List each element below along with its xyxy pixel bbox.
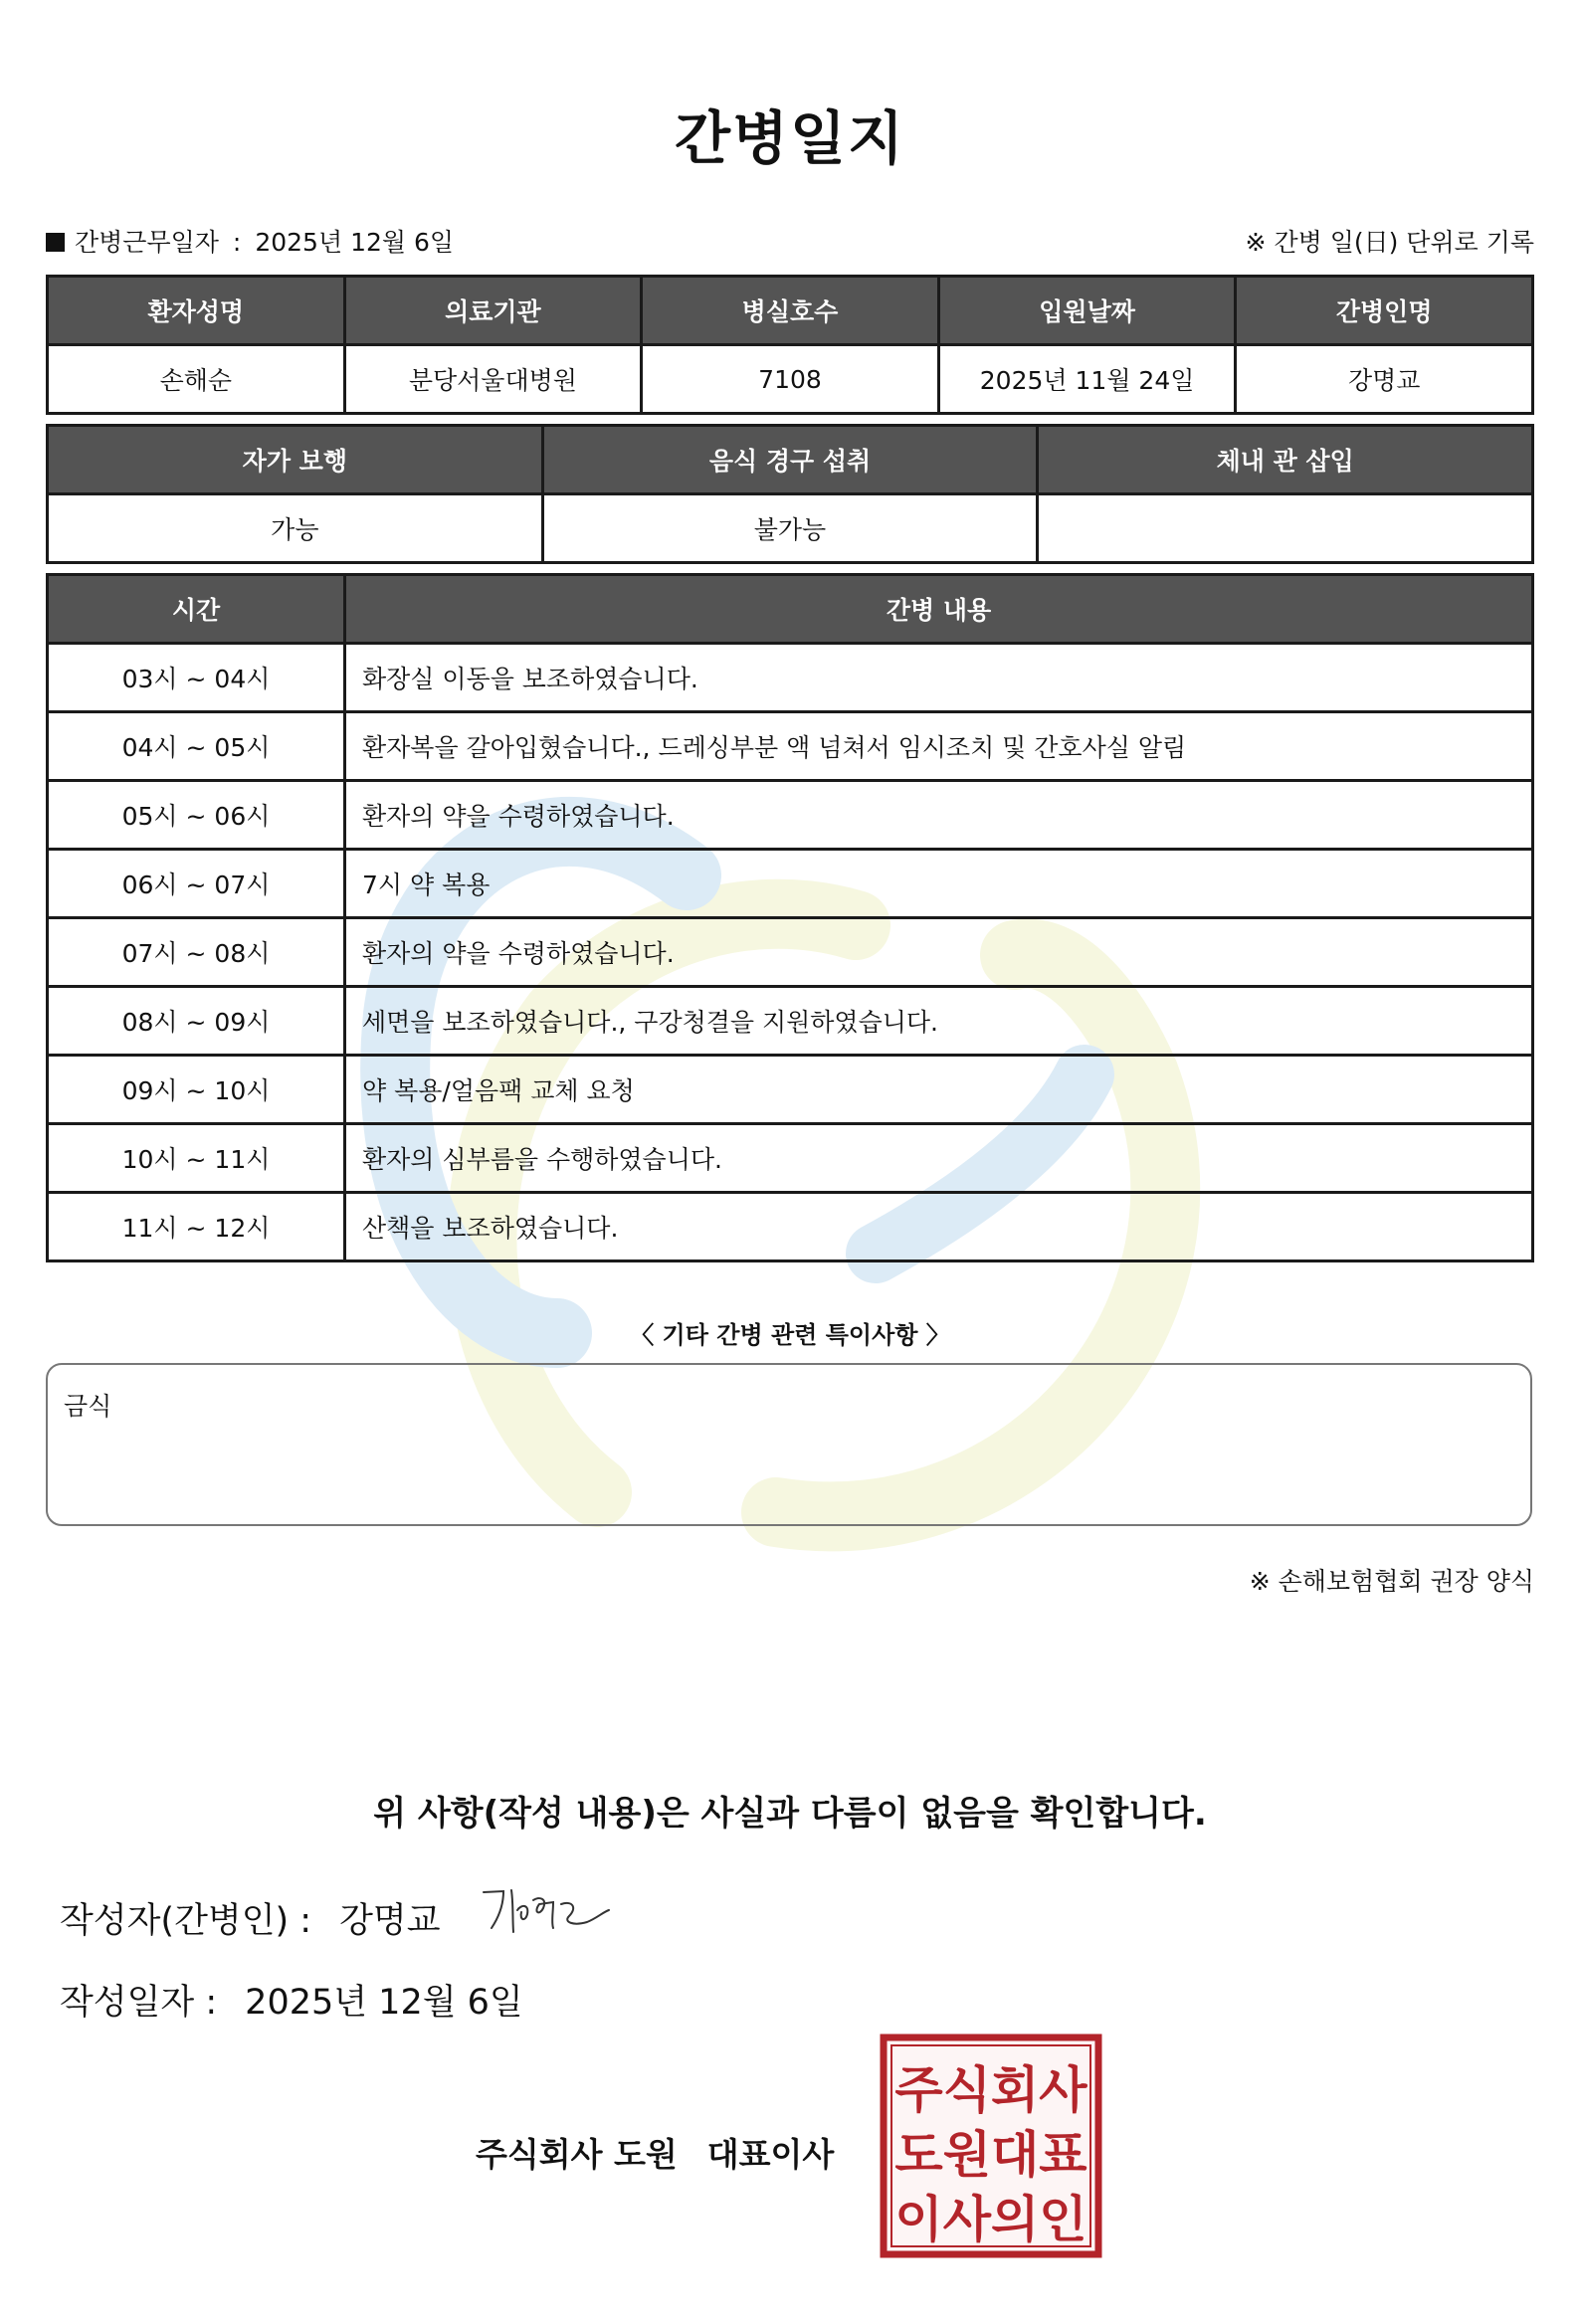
- patient-info-header-row: [48, 277, 1533, 345]
- care-log-time: 11시 ~ 12시: [48, 1193, 345, 1261]
- room-number-value: 7108: [642, 345, 939, 414]
- company-seal-stamp: [880, 2034, 1102, 2258]
- writer-line: [60, 1893, 441, 1943]
- special-notes-title: 〈 기타 간병 관련 특이사항 〉: [630, 1321, 950, 1349]
- care-log-content: 7시 약 복용: [345, 850, 1533, 918]
- care-log-content: 환자의 약을 수령하였습니다.: [345, 781, 1533, 850]
- care-log-header-row: [48, 575, 1533, 644]
- care-log-time: 03시 ~ 04시: [48, 644, 345, 712]
- header-caregiver-name: 간병인명: [1236, 277, 1533, 345]
- care-log-content: 약 복용/얼음팩 교체 요청: [345, 1056, 1533, 1124]
- work-date-label: 간병근무일자: [75, 228, 219, 257]
- patient-status-value-row: [48, 494, 1533, 563]
- table-row: [48, 644, 1533, 712]
- care-log-content: 환자의 약을 수령하였습니다.: [345, 918, 1533, 987]
- company-signature-line: [476, 2129, 834, 2176]
- svg-text:도원대표: 도원대표: [894, 2126, 1087, 2184]
- table-row: [48, 850, 1533, 918]
- svg-text:주식회사: 주식회사: [894, 2061, 1087, 2119]
- patient-status-table: [46, 424, 1534, 564]
- care-log-content: 환자복을 갈아입혔습니다., 드레싱부분 액 넘쳐서 임시조치 및 간호사실 알림: [345, 712, 1533, 781]
- header-room-number: 병실호수: [642, 277, 939, 345]
- black-square-icon: [46, 233, 65, 252]
- table-row: [48, 1056, 1533, 1124]
- special-notes-content: 금식: [64, 1392, 112, 1421]
- self-walking-value: 가능: [48, 494, 543, 563]
- header-tube-insertion: 체내 관 삽입: [1038, 426, 1533, 494]
- care-log-time: 08시 ~ 09시: [48, 987, 345, 1056]
- representative-title: 대표이사: [706, 2135, 835, 2174]
- header-care-content: 간병 내용: [345, 575, 1533, 644]
- svg-text:이사의인: 이사의인: [894, 2191, 1087, 2248]
- tube-insertion-value: [1038, 494, 1533, 563]
- header-oral-intake: 음식 경구 섭취: [542, 426, 1038, 494]
- company-name: 주식회사 도원: [476, 2135, 678, 2174]
- work-date-colon: :: [232, 228, 242, 257]
- care-log-time: 09시 ~ 10시: [48, 1056, 345, 1124]
- care-log-time: 06시 ~ 07시: [48, 850, 345, 918]
- table-row: [48, 1193, 1533, 1261]
- handwritten-signature: [478, 1882, 617, 1942]
- admission-date-value: 2025년 11월 24일: [938, 345, 1236, 414]
- recommended-form-note: ※ 손해보험협회 권장 양식: [1249, 1567, 1534, 1596]
- care-log-content: 화장실 이동을 보조하였습니다.: [345, 644, 1533, 712]
- table-row: [48, 1124, 1533, 1193]
- care-log-time: 04시 ~ 05시: [48, 712, 345, 781]
- table-row: [48, 781, 1533, 850]
- writer-name: 강명교: [339, 1901, 441, 1941]
- care-log-time: 05시 ~ 06시: [48, 781, 345, 850]
- special-notes-box: [46, 1363, 1532, 1526]
- header-hospital: 의료기관: [344, 277, 642, 345]
- written-date-value: 2025년 12월 6일: [245, 1983, 523, 2023]
- confirmation-statement: 위 사항(작성 내용)은 사실과 다름이 없음을 확인합니다.: [373, 1794, 1207, 1834]
- work-date-line: [46, 223, 454, 259]
- care-log-content: 세면을 보조하였습니다., 구강청결을 지원하였습니다.: [345, 987, 1533, 1056]
- table-row: [48, 918, 1533, 987]
- care-log-time: 07시 ~ 08시: [48, 918, 345, 987]
- writer-label: 작성자(간병인) :: [60, 1901, 312, 1941]
- header-time: 시간: [48, 575, 345, 644]
- patient-status-header-row: [48, 426, 1533, 494]
- care-log-time: 10시 ~ 11시: [48, 1124, 345, 1193]
- care-log-table: [46, 573, 1534, 1262]
- header-self-walking: 자가 보행: [48, 426, 543, 494]
- written-date-line: [60, 1975, 523, 2025]
- header-patient-name: 환자성명: [48, 277, 345, 345]
- patient-info-value-row: [48, 345, 1533, 414]
- patient-info-table: [46, 275, 1534, 415]
- unit-note: ※ 간병 일(日) 단위로 기록: [1245, 228, 1534, 257]
- patient-name-value: 손해순: [48, 345, 345, 414]
- oral-intake-value: 불가능: [542, 494, 1038, 563]
- work-date-value: 2025년 12월 6일: [255, 228, 455, 257]
- table-row: [48, 712, 1533, 781]
- care-log-content: 산책을 보조하였습니다.: [345, 1193, 1533, 1261]
- document-title: 간병일지: [674, 104, 906, 172]
- caregiver-name-value: 강명교: [1236, 345, 1533, 414]
- written-date-label: 작성일자 :: [60, 1983, 218, 2023]
- hospital-value: 분당서울대병원: [344, 345, 642, 414]
- table-row: [48, 987, 1533, 1056]
- header-admission-date: 입원날짜: [938, 277, 1236, 345]
- care-log-content: 환자의 심부름을 수행하였습니다.: [345, 1124, 1533, 1193]
